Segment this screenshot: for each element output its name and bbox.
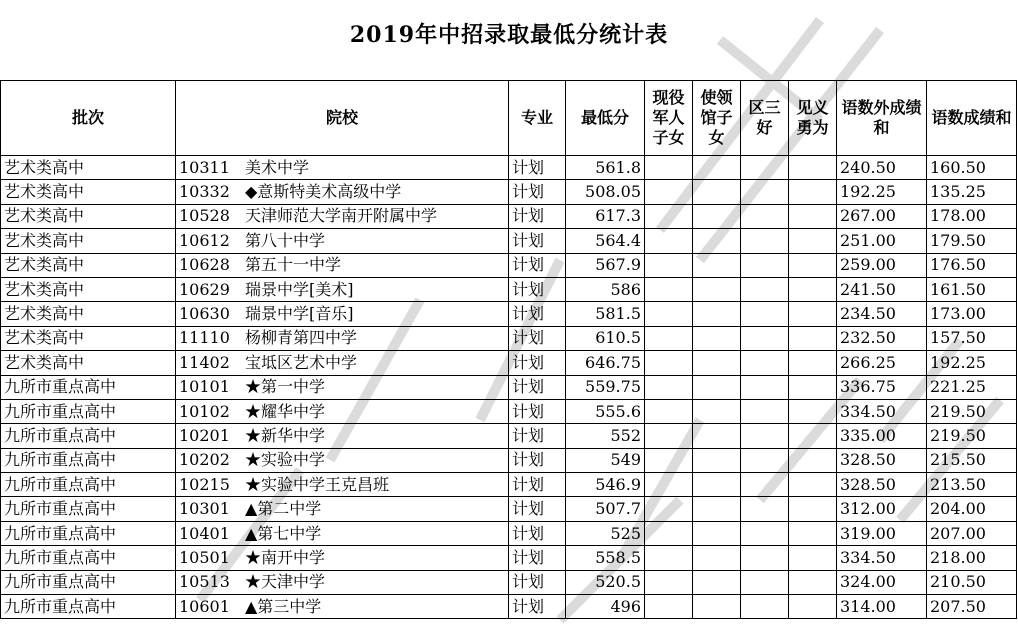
- school-name: 杨柳青第四中学: [245, 328, 358, 348]
- cell-military: [645, 326, 693, 350]
- cell-chn-math: 219.50: [927, 399, 1017, 423]
- cell-embassy: [693, 229, 741, 253]
- school-name: 第八十中学: [245, 230, 326, 250]
- cell-military: [645, 448, 693, 472]
- school-code: 10332: [179, 182, 230, 202]
- cell-chn-math: 192.25: [927, 351, 1017, 375]
- cell-chn-math-foreign: 234.50: [837, 302, 927, 326]
- cell-district: [741, 302, 789, 326]
- cell-brave: [789, 424, 837, 448]
- table-row: [1, 448, 1017, 472]
- cell-batch: 艺术类高中: [1, 156, 176, 180]
- cell-chn-math: 179.50: [927, 229, 1017, 253]
- cell-min-score: 646.75: [566, 351, 645, 375]
- cell-embassy: [693, 375, 741, 399]
- cell-min-score: 559.75: [566, 375, 645, 399]
- cell-military: [645, 229, 693, 253]
- cell-school: [176, 351, 509, 375]
- cell-chn-math-foreign: 241.50: [837, 277, 927, 301]
- cell-major: 计划: [509, 399, 566, 423]
- cell-brave: [789, 180, 837, 204]
- cell-school: [176, 497, 509, 521]
- cell-major: 计划: [509, 448, 566, 472]
- cell-embassy: [693, 204, 741, 228]
- cell-district: [741, 156, 789, 180]
- header-min-score: 最低分: [566, 81, 645, 156]
- cell-military: [645, 351, 693, 375]
- cell-min-score: 610.5: [566, 326, 645, 350]
- school-name: 美术中学: [245, 157, 310, 177]
- table-row: [1, 180, 1017, 204]
- cell-school: [176, 302, 509, 326]
- cell-military: [645, 399, 693, 423]
- cell-school: [176, 156, 509, 180]
- cell-school: [176, 180, 509, 204]
- table-row: [1, 497, 1017, 521]
- cell-brave: [789, 375, 837, 399]
- cell-district: [741, 326, 789, 350]
- cell-chn-math-foreign: 319.00: [837, 521, 927, 545]
- table-row: [1, 424, 1017, 448]
- cell-min-score: 555.6: [566, 399, 645, 423]
- school-code: 10612: [179, 230, 230, 250]
- cell-min-score: 508.05: [566, 180, 645, 204]
- cell-chn-math: 157.50: [927, 326, 1017, 350]
- cell-military: [645, 375, 693, 399]
- cell-chn-math: 219.50: [927, 424, 1017, 448]
- cell-embassy: [693, 497, 741, 521]
- table-body: [1, 156, 1017, 619]
- cell-major: 计划: [509, 497, 566, 521]
- school-code: 10301: [179, 499, 230, 519]
- cell-chn-math-foreign: 328.50: [837, 473, 927, 497]
- cell-chn-math: 161.50: [927, 277, 1017, 301]
- school-name: ★新华中学: [245, 425, 326, 445]
- page-title: 2019年中招录取最低分统计表: [349, 22, 669, 48]
- school-code: 10629: [179, 279, 230, 299]
- school-name: ▲第三中学: [245, 596, 322, 616]
- cell-chn-math-foreign: 267.00: [837, 204, 927, 228]
- header-batch: 批次: [1, 81, 176, 156]
- cell-military: [645, 570, 693, 594]
- school-name: ▲第七中学: [245, 523, 322, 543]
- cell-military: [645, 253, 693, 277]
- cell-batch: 艺术类高中: [1, 204, 176, 228]
- school-code: 10630: [179, 304, 230, 324]
- cell-embassy: [693, 595, 741, 619]
- cell-embassy: [693, 473, 741, 497]
- table-row: [1, 156, 1017, 180]
- cell-district: [741, 180, 789, 204]
- cell-chn-math-foreign: 240.50: [837, 156, 927, 180]
- cell-min-score: 552: [566, 424, 645, 448]
- cell-chn-math: 207.50: [927, 595, 1017, 619]
- score-table: [0, 80, 1017, 619]
- school-code: 10628: [179, 255, 230, 275]
- cell-major: 计划: [509, 473, 566, 497]
- cell-school: [176, 521, 509, 545]
- cell-min-score: 561.8: [566, 156, 645, 180]
- cell-batch: 艺术类高中: [1, 229, 176, 253]
- school-code: 11110: [179, 328, 230, 348]
- cell-major: 计划: [509, 521, 566, 545]
- table-row: [1, 570, 1017, 594]
- cell-district: [741, 448, 789, 472]
- header-embassy: 使领馆子女: [693, 81, 741, 156]
- cell-major: 计划: [509, 302, 566, 326]
- table-row: [1, 204, 1017, 228]
- header-major: 专业: [509, 81, 566, 156]
- cell-brave: [789, 473, 837, 497]
- cell-embassy: [693, 546, 741, 570]
- cell-batch: 九所市重点高中: [1, 497, 176, 521]
- cell-chn-math: 213.50: [927, 473, 1017, 497]
- school-code: 10102: [179, 401, 230, 421]
- cell-chn-math-foreign: 335.00: [837, 424, 927, 448]
- table-row: [1, 229, 1017, 253]
- cell-batch: 九所市重点高中: [1, 424, 176, 448]
- cell-brave: [789, 156, 837, 180]
- cell-school: [176, 204, 509, 228]
- cell-brave: [789, 546, 837, 570]
- table-row: [1, 351, 1017, 375]
- cell-school: [176, 229, 509, 253]
- cell-batch: 九所市重点高中: [1, 570, 176, 594]
- cell-min-score: 617.3: [566, 204, 645, 228]
- cell-military: [645, 473, 693, 497]
- cell-district: [741, 399, 789, 423]
- cell-batch: 艺术类高中: [1, 351, 176, 375]
- cell-chn-math: 135.25: [927, 180, 1017, 204]
- cell-chn-math-foreign: 232.50: [837, 326, 927, 350]
- cell-chn-math-foreign: 334.50: [837, 399, 927, 423]
- cell-min-score: 564.4: [566, 229, 645, 253]
- cell-chn-math: 218.00: [927, 546, 1017, 570]
- cell-military: [645, 497, 693, 521]
- cell-batch: 九所市重点高中: [1, 473, 176, 497]
- school-code: 11402: [179, 352, 230, 372]
- cell-school: [176, 448, 509, 472]
- cell-batch: 九所市重点高中: [1, 399, 176, 423]
- table-row: [1, 595, 1017, 619]
- cell-school: [176, 399, 509, 423]
- school-name: ★实验中学: [245, 450, 326, 470]
- cell-chn-math-foreign: 192.25: [837, 180, 927, 204]
- cell-batch: 九所市重点高中: [1, 546, 176, 570]
- school-name: ★第一中学: [245, 377, 326, 397]
- cell-major: 计划: [509, 204, 566, 228]
- school-name: 天津师范大学南开附属中学: [245, 206, 438, 226]
- cell-embassy: [693, 156, 741, 180]
- table-row: [1, 399, 1017, 423]
- school-code: 10311: [179, 157, 230, 177]
- school-name: ★南开中学: [245, 547, 326, 567]
- cell-chn-math-foreign: 328.50: [837, 448, 927, 472]
- cell-chn-math: 210.50: [927, 570, 1017, 594]
- cell-brave: [789, 399, 837, 423]
- header-chn-math-foreign: 语数外成绩和: [837, 81, 927, 156]
- cell-major: 计划: [509, 180, 566, 204]
- cell-military: [645, 204, 693, 228]
- header-brave: 见义勇为: [789, 81, 837, 156]
- cell-batch: 艺术类高中: [1, 180, 176, 204]
- cell-major: 计划: [509, 351, 566, 375]
- cell-school: [176, 570, 509, 594]
- cell-chn-math: 204.00: [927, 497, 1017, 521]
- cell-district: [741, 253, 789, 277]
- cell-embassy: [693, 424, 741, 448]
- cell-chn-math: 207.00: [927, 521, 1017, 545]
- cell-chn-math-foreign: 312.00: [837, 497, 927, 521]
- cell-major: 计划: [509, 156, 566, 180]
- cell-min-score: 586: [566, 277, 645, 301]
- cell-brave: [789, 326, 837, 350]
- cell-district: [741, 424, 789, 448]
- cell-brave: [789, 302, 837, 326]
- cell-chn-math: 221.25: [927, 375, 1017, 399]
- cell-chn-math-foreign: 266.25: [837, 351, 927, 375]
- cell-min-score: 567.9: [566, 253, 645, 277]
- cell-district: [741, 497, 789, 521]
- cell-major: 计划: [509, 595, 566, 619]
- table-row: [1, 253, 1017, 277]
- cell-min-score: 507.7: [566, 497, 645, 521]
- cell-batch: 九所市重点高中: [1, 521, 176, 545]
- cell-min-score: 520.5: [566, 570, 645, 594]
- cell-chn-math-foreign: 251.00: [837, 229, 927, 253]
- school-name: ★实验中学王克昌班: [245, 474, 390, 494]
- cell-military: [645, 546, 693, 570]
- school-name: 宝坻区艺术中学: [245, 352, 358, 372]
- table-row: [1, 302, 1017, 326]
- cell-district: [741, 521, 789, 545]
- table-row: [1, 546, 1017, 570]
- cell-military: [645, 521, 693, 545]
- table-row: [1, 326, 1017, 350]
- cell-major: 计划: [509, 253, 566, 277]
- school-name: 第五十一中学: [245, 255, 342, 275]
- header-chn-math: 语数成绩和: [927, 81, 1017, 156]
- cell-embassy: [693, 448, 741, 472]
- header-district: 区三好: [741, 81, 789, 156]
- table-row: [1, 521, 1017, 545]
- cell-major: 计划: [509, 570, 566, 594]
- cell-brave: [789, 497, 837, 521]
- table-header-row: [1, 81, 1017, 156]
- cell-school: [176, 277, 509, 301]
- cell-military: [645, 180, 693, 204]
- cell-school: [176, 473, 509, 497]
- school-code: 10601: [179, 596, 230, 616]
- school-code: 10202: [179, 450, 230, 470]
- cell-embassy: [693, 326, 741, 350]
- school-code: 10201: [179, 425, 230, 445]
- cell-major: 计划: [509, 375, 566, 399]
- cell-district: [741, 204, 789, 228]
- cell-chn-math-foreign: 259.00: [837, 253, 927, 277]
- school-name: 瑞景中学[音乐]: [245, 304, 354, 324]
- cell-batch: 九所市重点高中: [1, 448, 176, 472]
- school-code: 10528: [179, 206, 230, 226]
- cell-chn-math: 178.00: [927, 204, 1017, 228]
- school-code: 10215: [179, 474, 230, 494]
- cell-embassy: [693, 351, 741, 375]
- cell-brave: [789, 253, 837, 277]
- table-row: [1, 473, 1017, 497]
- cell-min-score: 581.5: [566, 302, 645, 326]
- cell-district: [741, 351, 789, 375]
- cell-brave: [789, 521, 837, 545]
- cell-chn-math: 160.50: [927, 156, 1017, 180]
- cell-embassy: [693, 277, 741, 301]
- cell-major: 计划: [509, 277, 566, 301]
- cell-batch: 艺术类高中: [1, 326, 176, 350]
- cell-district: [741, 277, 789, 301]
- cell-min-score: 496: [566, 595, 645, 619]
- cell-district: [741, 375, 789, 399]
- cell-brave: [789, 595, 837, 619]
- cell-school: [176, 326, 509, 350]
- table-row: [1, 375, 1017, 399]
- cell-chn-math: 215.50: [927, 448, 1017, 472]
- cell-military: [645, 595, 693, 619]
- cell-brave: [789, 570, 837, 594]
- school-name: ★天津中学: [245, 572, 326, 592]
- cell-school: [176, 546, 509, 570]
- cell-batch: 艺术类高中: [1, 253, 176, 277]
- cell-district: [741, 570, 789, 594]
- cell-embassy: [693, 399, 741, 423]
- cell-batch: 艺术类高中: [1, 302, 176, 326]
- cell-major: 计划: [509, 424, 566, 448]
- cell-chn-math-foreign: 324.00: [837, 570, 927, 594]
- table-row: [1, 277, 1017, 301]
- cell-district: [741, 473, 789, 497]
- cell-min-score: 525: [566, 521, 645, 545]
- cell-district: [741, 229, 789, 253]
- cell-embassy: [693, 570, 741, 594]
- school-name: ◆意斯特美术高级中学: [245, 182, 402, 202]
- cell-military: [645, 277, 693, 301]
- cell-district: [741, 546, 789, 570]
- cell-major: 计划: [509, 326, 566, 350]
- school-code: 10101: [179, 377, 230, 397]
- cell-district: [741, 595, 789, 619]
- cell-school: [176, 375, 509, 399]
- school-code: 10513: [179, 572, 230, 592]
- cell-school: [176, 595, 509, 619]
- cell-min-score: 558.5: [566, 546, 645, 570]
- cell-batch: 艺术类高中: [1, 277, 176, 301]
- cell-school: [176, 253, 509, 277]
- cell-chn-math-foreign: 334.50: [837, 546, 927, 570]
- cell-min-score: 549: [566, 448, 645, 472]
- cell-brave: [789, 277, 837, 301]
- cell-batch: 九所市重点高中: [1, 595, 176, 619]
- cell-brave: [789, 204, 837, 228]
- cell-military: [645, 156, 693, 180]
- header-school: 院校: [176, 81, 509, 156]
- cell-chn-math: 173.00: [927, 302, 1017, 326]
- cell-military: [645, 302, 693, 326]
- cell-brave: [789, 351, 837, 375]
- cell-batch: 九所市重点高中: [1, 375, 176, 399]
- cell-chn-math-foreign: 314.00: [837, 595, 927, 619]
- cell-major: 计划: [509, 229, 566, 253]
- cell-chn-math: 176.50: [927, 253, 1017, 277]
- school-name: 瑞景中学[美术]: [245, 279, 354, 299]
- cell-embassy: [693, 180, 741, 204]
- cell-min-score: 546.9: [566, 473, 645, 497]
- school-name: ★耀华中学: [245, 401, 326, 421]
- school-code: 10401: [179, 523, 230, 543]
- cell-chn-math-foreign: 336.75: [837, 375, 927, 399]
- cell-military: [645, 424, 693, 448]
- cell-embassy: [693, 521, 741, 545]
- cell-embassy: [693, 302, 741, 326]
- school-code: 10501: [179, 547, 230, 567]
- cell-embassy: [693, 253, 741, 277]
- cell-major: 计划: [509, 546, 566, 570]
- cell-brave: [789, 448, 837, 472]
- header-military: 现役军人子女: [645, 81, 693, 156]
- school-name: ▲第二中学: [245, 499, 322, 519]
- cell-school: [176, 424, 509, 448]
- cell-brave: [789, 229, 837, 253]
